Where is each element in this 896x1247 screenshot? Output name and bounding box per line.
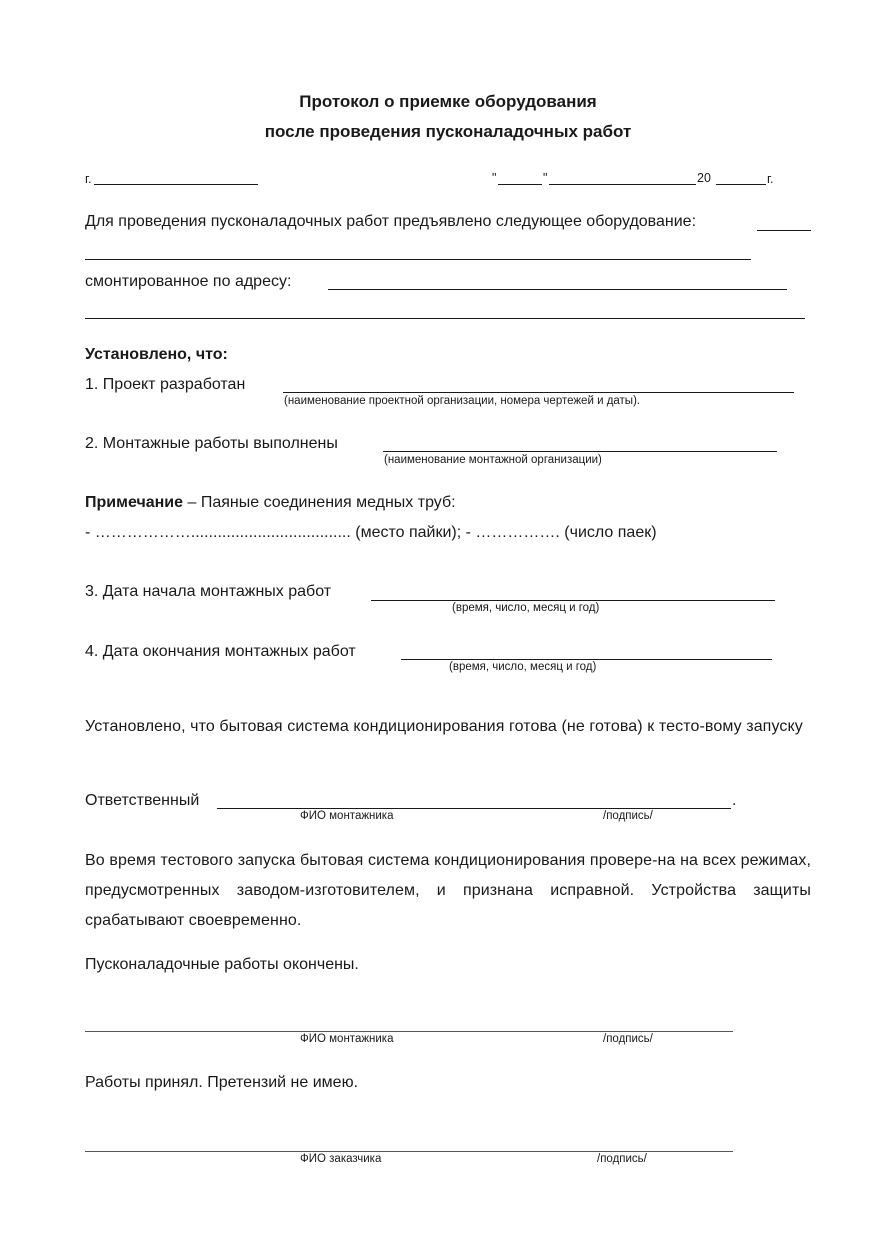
responsible-end: . [732, 792, 737, 809]
item2-label: 2. Монтажные работы выполнены [85, 435, 338, 452]
date-month-field[interactable] [549, 184, 696, 185]
acceptance-text: Работы принял. Претензий не имею. [85, 1074, 359, 1091]
city-prefix: г. [85, 172, 92, 186]
document-title-line2: после проведения пусконаладочных работ [264, 122, 632, 141]
date-open-quote: " [492, 171, 497, 185]
item1-hint: (наименование проектной организации, номера чертежей и даты). [284, 395, 641, 407]
address-field-2[interactable] [85, 318, 805, 319]
item2-hint: (наименование монтажной организации) [384, 454, 602, 466]
equipment-field-2[interactable] [85, 259, 751, 260]
date-year-suffix: г. [767, 172, 774, 186]
note-text: – Паяные соединения медных труб: [183, 494, 456, 511]
readiness-paragraph: Установлено, что бытовая система кондиционирования готова (не готова) к тесто-вому запуску [85, 718, 803, 735]
customer-fio-hint: ФИО заказчика [300, 1153, 382, 1165]
start-date-field[interactable] [371, 600, 775, 601]
item3-hint: (время, число, месяц и год) [452, 602, 600, 614]
project-field[interactable] [283, 392, 794, 393]
item4-label: 4. Дата окончания монтажных работ [85, 643, 356, 660]
installer-sign-hint: /подпись/ [603, 1033, 653, 1045]
responsible-fio-hint: ФИО монтажника [300, 810, 394, 822]
document-title-line1: Протокол о приемке оборудования [299, 92, 597, 111]
customer-signature-field[interactable] [85, 1151, 733, 1152]
address-label: смонтированное по адресу: [85, 273, 292, 290]
item4-hint: (время, число, месяц и год) [449, 661, 597, 673]
date-year-prefix: 20 [697, 171, 711, 185]
item3-label: 3. Дата начала монтажных работ [85, 583, 332, 600]
item1-label: 1. Проект разработан [85, 376, 246, 393]
note-label: Примечание [85, 494, 184, 511]
established-heading: Установлено, что: [85, 346, 228, 363]
equipment-label: Для проведения пусконаладочных работ предъявлено следующее оборудование: [85, 213, 697, 230]
responsible-label: Ответственный [85, 792, 200, 809]
responsible-field[interactable] [217, 808, 731, 809]
address-field-1[interactable] [328, 289, 787, 290]
equipment-field-1[interactable] [757, 230, 811, 231]
customer-sign-hint: /подпись/ [597, 1153, 647, 1165]
city-field[interactable] [94, 184, 258, 185]
test-paragraph: Во время тестового запуска бытовая система кондиционирования провере-на на всех режимах, предусмотренных заводом-изготовителем, и признана исправной. Устройства защиты срабатывают своевременно. [85, 852, 811, 929]
date-close-quote: " [543, 171, 548, 185]
note-solder-line: - ……………….................................... (место пайки); - ……………. (число паек) [85, 524, 657, 541]
date-year-field[interactable] [716, 184, 766, 185]
installer-signature-field[interactable] [85, 1031, 733, 1032]
installer-field[interactable] [383, 451, 777, 452]
date-day-field[interactable] [498, 184, 542, 185]
responsible-sign-hint: /подпись/ [603, 810, 653, 822]
end-date-field[interactable] [401, 659, 772, 660]
note-line [85, 494, 456, 512]
installer-fio-hint: ФИО монтажника [300, 1033, 394, 1045]
test-finished: Пусконаладочные работы окончены. [85, 956, 359, 973]
